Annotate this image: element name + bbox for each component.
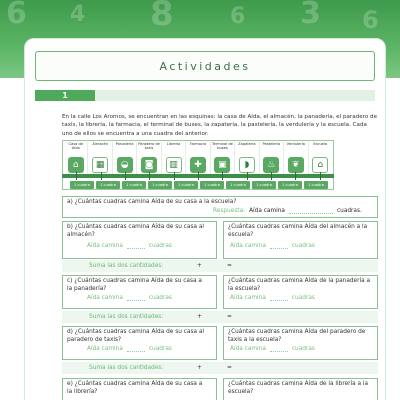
decorative-number: 6 (230, 4, 246, 29)
answer-walks-label: Aída camina (87, 295, 123, 301)
answer-walks-label: Aída camina (230, 243, 266, 249)
equals-sign: = (227, 314, 232, 320)
answer-blocks-label: cuadras (148, 346, 172, 352)
road-tick (101, 172, 102, 180)
sum-label: Suma las dos cantidades: (89, 365, 164, 371)
books-icon: ▥ (166, 157, 182, 173)
plus-sign: + (197, 365, 202, 371)
road-tick (76, 172, 77, 180)
question-d-right-answer (230, 346, 315, 352)
question-e-right-box (223, 378, 378, 400)
question-c-right-answer (230, 295, 315, 301)
intro-paragraph: En la calle Los Aromos, se encuentran en las esquinas: la casa de Aída, el almacén, la panadería, el paradero de taxis, la librería, la farmacia, el terminal de buses, la zapatería, la pastelería, la verdulería y la escuela. Cada uno de ellos se encuentra a una cuadra del anterior. (62, 114, 378, 137)
sum-row-c (62, 311, 378, 323)
road-tick (247, 172, 248, 180)
place-name: Almacén (92, 142, 108, 146)
decorative-number: 6 (6, 0, 27, 31)
road-tick (125, 172, 126, 180)
question-b-left-text: b) ¿Cuántas cuadras camina Aída de su casa al almacén? (67, 224, 205, 238)
block-label: 1 cuadra (148, 181, 172, 189)
bread-icon: ◒ (117, 157, 133, 173)
taxi-icon: ◙ (141, 157, 157, 173)
answer-blocks-label: cuadras (291, 295, 315, 301)
place-name: Zapatería (238, 142, 256, 146)
activity-number: 1 (35, 90, 95, 101)
place-name: Terminal de buses (212, 142, 233, 151)
answer-blank[interactable] (127, 346, 145, 352)
block-label: 1 cuadra (304, 181, 328, 189)
road-tick (320, 172, 321, 180)
sum-label: Suma las dos cantidades: (89, 314, 164, 320)
place-name: Paradero de taxis (138, 142, 160, 151)
answer-prefix: Respuesta: (213, 208, 246, 214)
question-c-left-box (62, 275, 217, 309)
plus-sign: + (197, 263, 202, 269)
sum-row-d (62, 362, 378, 374)
answer-blocks-label: cuadras (148, 243, 172, 249)
answer-fixed-text: Aída camina (249, 208, 285, 214)
block-label: 1 cuadra (122, 181, 146, 189)
block-label: 1 cuadra (174, 181, 198, 189)
pharmacy-icon: ✚ (190, 157, 206, 173)
answer-blank[interactable] (270, 243, 288, 249)
question-a-box (62, 196, 378, 218)
house-icon: ⌂ (68, 157, 84, 173)
decorative-number: 4 (70, 2, 86, 27)
answer-walks-label: Aída camina (87, 243, 123, 249)
place-name: Casa de Aída (68, 142, 83, 151)
block-label: 1 cuadra (200, 181, 224, 189)
road-tick (271, 172, 272, 180)
place-name: Farmacia (189, 142, 207, 146)
question-d-left-box (62, 326, 217, 360)
plus-sign: + (197, 314, 202, 320)
question-b-right-answer (230, 243, 315, 249)
road-tick (198, 172, 199, 180)
question-c-right-box (223, 275, 378, 309)
question-a-text: a) ¿Cuántas cuadras camina Aída de su casa a la escuela? (67, 199, 237, 205)
question-e-left-box (62, 378, 217, 400)
cake-icon: ♨ (263, 157, 279, 173)
question-b-left-answer (87, 243, 172, 249)
decorative-number: 8 (150, 0, 174, 34)
road-tick (149, 172, 150, 180)
place-name: Librería (166, 142, 181, 146)
question-c-right-text: ¿Cuántas cuadras camina Aída de la panadería a la escuela? (228, 278, 371, 292)
question-d-right-box (223, 326, 378, 360)
bus-icon: ▣ (214, 157, 230, 173)
decorative-number: 6 (362, 6, 379, 34)
question-d-right-text: ¿Cuántas cuadras camina Aída del paradero de taxis a la escuela? (228, 329, 366, 343)
answer-blank[interactable] (270, 295, 288, 301)
shoe-icon: ◗ (239, 157, 255, 173)
school-icon: ⌂ (312, 157, 328, 173)
answer-blocks-label: cuadras (291, 346, 315, 352)
title-box (35, 51, 375, 81)
place-name: Panadería (115, 142, 134, 146)
question-b-left-box (62, 221, 217, 259)
question-a-answer (213, 208, 362, 214)
decorative-number: 3 (300, 0, 321, 31)
block-label: 1 cuadra (96, 181, 120, 189)
road-tick (174, 172, 175, 180)
block-label: 1 cuadra (70, 181, 94, 189)
equals-sign: = (227, 263, 232, 269)
answer-blocks-label: cuadras (148, 295, 172, 301)
page-title: Actividades (159, 59, 251, 73)
block-label: 1 cuadra (252, 181, 276, 189)
question-e-left-text: e) ¿Cuántas cuadras camina Aída de su casa a la librería? (67, 381, 203, 395)
answer-blank[interactable] (270, 346, 288, 352)
answer-walks-label: Aída camina (87, 346, 123, 352)
answer-blocks-label: cuadras (291, 243, 315, 249)
question-b-right-text: ¿Cuántas cuadras camina Aída del almacén a la escuela? (228, 224, 368, 238)
block-label: 1 cuadra (226, 181, 250, 189)
question-d-left-text: d) ¿Cuántas cuadras camina Aída de su casa al paradero de taxis? (67, 329, 205, 343)
question-b-right-box (223, 221, 378, 259)
equals-sign: = (227, 365, 232, 371)
store-icon: ▦ (92, 157, 108, 173)
road-tick (295, 172, 296, 180)
block-label: 1 cuadra (278, 181, 302, 189)
block-labels (70, 181, 328, 189)
answer-suffix: cuadras. (336, 208, 362, 214)
sum-row-b (62, 260, 378, 272)
answer-blank[interactable] (289, 208, 333, 214)
sum-label: Suma las dos cantidades: (89, 263, 164, 269)
answer-blank[interactable] (127, 295, 145, 301)
answer-walks-label: Aída camina (230, 346, 266, 352)
place-name: Pastelería (262, 142, 281, 146)
question-c-left-answer (87, 295, 172, 301)
question-c-left-text: c) ¿Cuántas cuadras camina Aída de su casa a la panadería? (67, 278, 202, 292)
question-e-right-text: ¿Cuántas cuadras camina Aída de la librería a la escuela? (228, 381, 369, 395)
answer-blank[interactable] (127, 243, 145, 249)
question-d-left-answer (87, 346, 172, 352)
road-tick (222, 172, 223, 180)
vegetables-icon: ❦ (288, 157, 304, 173)
answer-walks-label: Aída camina (230, 295, 266, 301)
place-name: Verdulería (286, 142, 305, 146)
place-name: Escuela (313, 142, 328, 146)
